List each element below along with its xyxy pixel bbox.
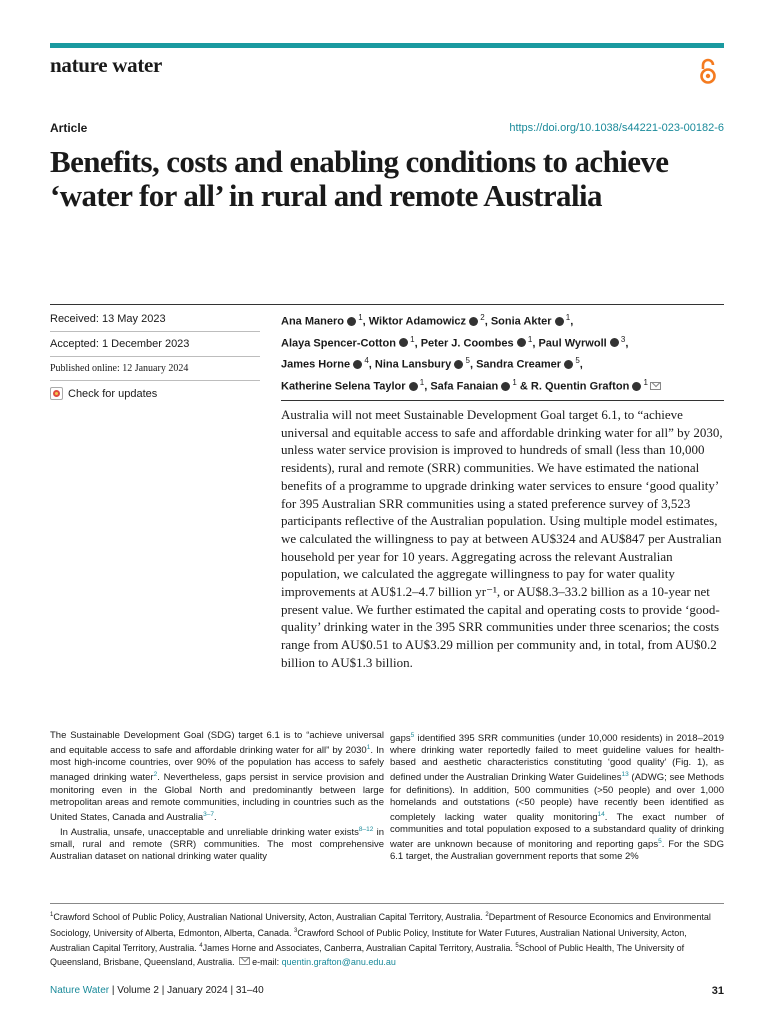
orcid-icon[interactable] (454, 360, 463, 369)
orcid-icon[interactable] (564, 360, 573, 369)
affiliation-marker: 1 (525, 334, 533, 344)
affiliation-marker: 1 (407, 334, 415, 344)
affiliation-marker: 1 (641, 377, 648, 387)
author-separator: , (362, 315, 369, 328)
orcid-icon[interactable] (409, 382, 418, 391)
body-column-right (390, 730, 724, 864)
article-title: Benefits, costs and enabling conditions to achieve ‘water for all’ in rural and remote Australia (50, 144, 669, 213)
reference-marker[interactable]: 2 (153, 771, 158, 779)
affiliation-marker: 5 (463, 356, 470, 366)
header-accent-bar (50, 43, 724, 48)
check-for-updates-label: Check for updates (68, 387, 158, 400)
footer-citation (50, 985, 264, 996)
reference-marker[interactable]: 5 (410, 732, 415, 739)
author-name[interactable]: Peter J. Coombes (420, 337, 514, 350)
body-paragraph: gaps$^5$ identified 395 SRR communities (under 10,000 residents) in 2018–2019 where drinking water reportedly failed to meet guideline values for health-based and aesthetic characteristics constituting ‘good quality’ (Fig. 1), as defined under the Australian Drinking Water Guidelines$^{13}$ (ADWG; see Methods for definitions). In addition, 500 communities (>50 people) and over 1,000 homelands and outstations (<50 people) have recently been identified as completely lacking water quality monitoring$^{14}$. The exact number of communities and total population exposed to a substandard quality of drinking water are unknown because of monitoring and reporting gaps$^5$. For the SDG 6.1 target, the Australian government reports that some 2% (390, 732, 724, 863)
divider (50, 331, 260, 332)
reference-marker[interactable]: 2 (485, 912, 489, 918)
orcid-icon[interactable] (353, 360, 362, 369)
author-separator: , (424, 380, 431, 393)
divider (50, 380, 260, 381)
abstract-text: Australia will not meet Sustainable Development Goal target 6.1, to “achieve universal and equitable access to safe and affordable drinking water for all” by 2030, unless water service provision is improved to hundreds of small (less than 10,000 residents), rural and remote (SRR) communities. We have estimated the national benefits of a programme to upgrade drinking water services to ensure ‘good quality’ for 395 Australian SRR communities using a stated preference survey of 3,523 participants reflective of the Australian population. Using multiple model estimates, we calculated the willingness to pay at between AU$324 and AU$847 per Australian household per year for 10 years. Aggregating across the relevant Australian population, we calculated the aggregate willingness to pay for water quality improvements at AU$1.2–4.7 billion yr⁻¹, or AU$8.3–33.2 billion as a 10-year net present value. We further estimated the capital and operating costs to provide ‘good-quality’ drinking water in the 395 SRR communities under three scenarios; the costs range from AU$0.51 to AU$3.29 million per community and, in total, from AU$0.2 billion to AU$1.3 billion. (281, 407, 723, 670)
page-number: 31 (711, 985, 724, 997)
check-for-updates-button[interactable] (50, 387, 157, 400)
author-name[interactable]: Ana Manero (281, 315, 344, 328)
author-name[interactable]: Safa Fanaian (430, 380, 499, 393)
orcid-icon[interactable] (632, 382, 641, 391)
author-name[interactable]: Wiktor Adamowicz (368, 315, 467, 328)
orcid-icon[interactable] (399, 338, 408, 347)
reference-marker[interactable]: 3–7 (203, 810, 215, 818)
mail-icon[interactable] (650, 382, 661, 390)
journal-name: nature water (50, 53, 163, 77)
article-type: Article (50, 121, 88, 135)
divider (50, 903, 724, 904)
open-access-icon (698, 58, 718, 86)
author-name[interactable]: Sonia Akter (490, 315, 552, 328)
orcid-icon[interactable] (555, 317, 564, 326)
footer-issue: | Volume 2 | January 2024 | 31–40 (109, 985, 264, 996)
orcid-icon[interactable] (517, 338, 526, 347)
divider (50, 304, 724, 305)
divider (50, 356, 260, 357)
author-separator: , (469, 358, 477, 371)
affiliation-marker: 1 (417, 377, 425, 387)
reference-marker[interactable]: 1 (50, 912, 54, 918)
affiliation-marker: 1 (563, 313, 571, 322)
email-link[interactable]: quentin.grafton@anu.edu.au (281, 956, 396, 967)
author-name[interactable]: Sandra Creamer (476, 358, 562, 371)
affiliation-marker: 4 (362, 356, 369, 366)
author-separator: , (570, 315, 574, 328)
reference-marker[interactable]: 8–12 (358, 826, 374, 834)
orcid-icon[interactable] (610, 338, 619, 347)
orcid-icon[interactable] (501, 382, 510, 391)
affiliations: $^1$Crawford School of Public Policy, Australian National University, Acton, Australian Capital Territory, Australia. $^2$Department of Resource Economics and Environmental Sociology, University of Alberta, Edmonton, Alberta, Canada. $^3$Crawford School of Public Policy, Institute for Water Futures, Australian National University, Acton, Australian Capital Territory, Australia. $^4$James Horne and Associates, Canberra, Australian Capital Territory, Australia. $^5$School of Public Health, The University of Queensland, Brisbane, Queensland, Australia. e-mail: quentin.grafton@anu.edu.au (50, 912, 711, 967)
accepted-date: Accepted: 1 December 2023 (50, 338, 190, 350)
affiliation-marker: 2 (478, 313, 485, 322)
affiliation-marker: 5 (573, 356, 580, 366)
body-paragraph: In Australia, unsafe, unacceptable and unreliable drinking water exists$^{8-12}$ in small, rural and remote (SRR) communities. The most comprehensive Australian dataset on national drinking water quality (50, 826, 384, 863)
author-name[interactable]: James Horne (281, 358, 351, 371)
author-separator: , (414, 337, 421, 350)
reference-marker[interactable]: 5 (515, 943, 519, 949)
reference-marker[interactable]: 5 (658, 838, 662, 846)
author-separator: , (484, 315, 491, 328)
footer-journal-link[interactable]: Nature Water (50, 985, 110, 996)
crossmark-icon (50, 387, 63, 400)
author-separator: & (516, 380, 531, 393)
orcid-icon[interactable] (347, 317, 356, 326)
body-column-left (50, 730, 384, 864)
reference-marker[interactable]: 4 (199, 943, 203, 949)
author-name[interactable]: R. Quentin Grafton (530, 380, 630, 393)
author-name[interactable]: Nina Lansbury (374, 358, 452, 371)
divider (281, 400, 724, 401)
author-separator: , (625, 337, 629, 350)
author-name[interactable]: Alaya Spencer-Cotton (281, 337, 396, 350)
author-separator: , (532, 337, 539, 350)
abstract (281, 406, 725, 672)
reference-marker[interactable]: 14 (597, 810, 605, 818)
orcid-icon[interactable] (469, 317, 478, 326)
author-list (281, 309, 721, 396)
reference-marker[interactable]: 3 (293, 927, 298, 934)
reference-marker[interactable]: 1 (366, 744, 371, 752)
received-date: Received: 13 May 2023 (50, 313, 166, 325)
reference-marker[interactable]: 13 (621, 771, 629, 779)
published-date: Published online: 12 January 2024 (50, 363, 189, 374)
affiliation-marker: 1 (510, 377, 517, 387)
author-separator: , (368, 358, 375, 371)
affiliation-marker: 3 (618, 334, 626, 344)
doi-link[interactable]: https://doi.org/10.1038/s44221-023-00182-6 (509, 122, 724, 134)
author-name[interactable]: Katherine Selena Taylor (281, 380, 406, 393)
mail-icon (239, 957, 250, 965)
author-name[interactable]: Paul Wyrwoll (538, 337, 607, 350)
affiliation-marker: 1 (355, 313, 363, 322)
author-separator: , (579, 358, 583, 371)
body-paragraph: The Sustainable Development Goal (SDG) target 6.1 is to “achieve universal and equitable access to safe and affordable drinking water for all” by 2030$^1$. In most high-income countries, over 90% of the population has access to safely managed drinking water$^2$. Nevertheless, gaps persist in service provision and monitoring even in the Global North and predominantly between large metropolitan areas and remote communities, including in countries such as the United States, Canada and Australia$^{3-7}$. (50, 730, 384, 824)
